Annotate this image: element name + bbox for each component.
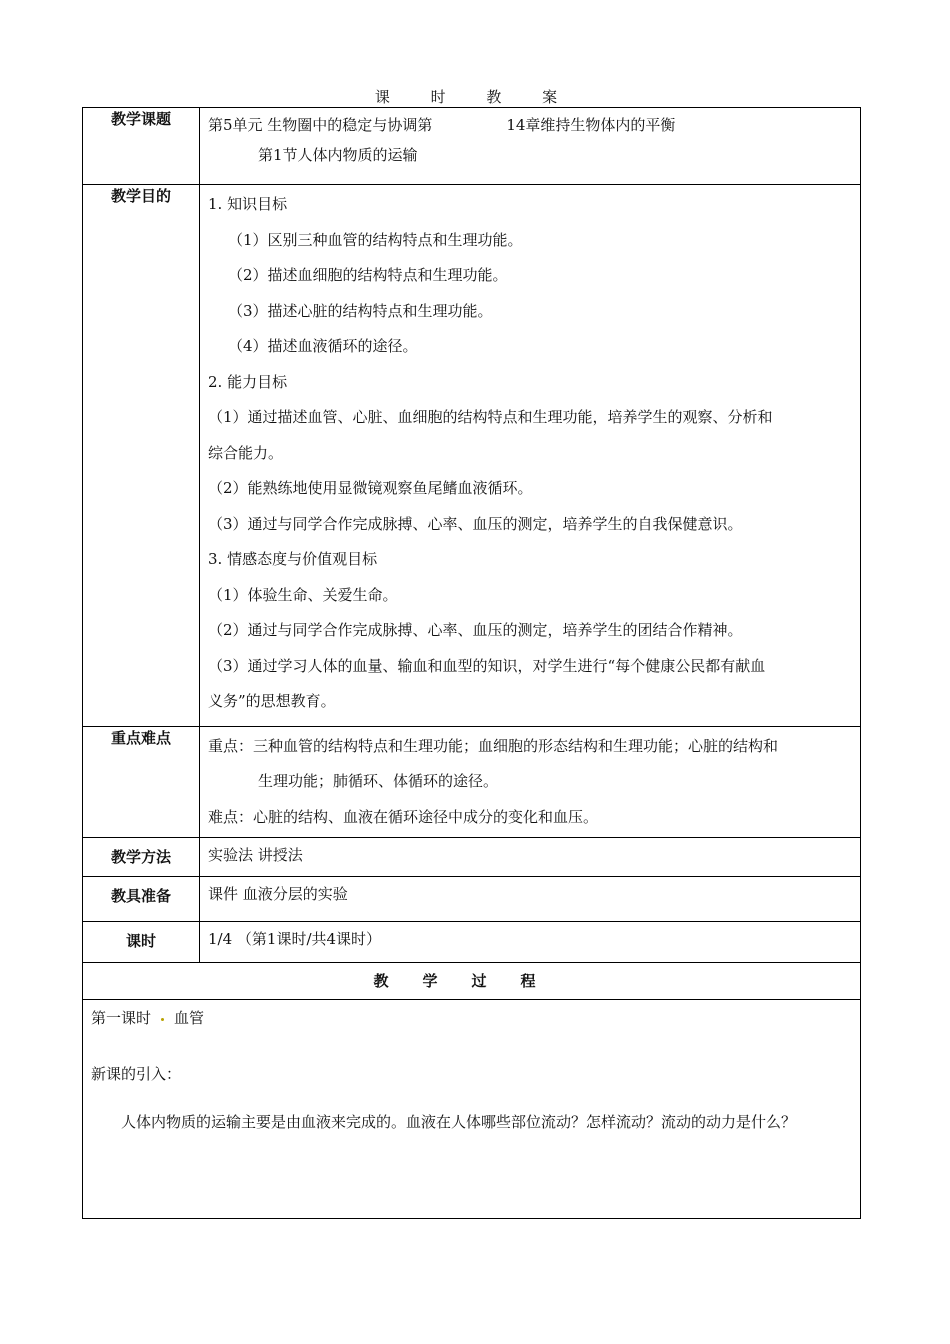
objective-heading-attitude: 3. 情感态度与价值观目标 bbox=[208, 550, 378, 568]
process-topic: 血管 bbox=[174, 1009, 205, 1027]
document-title: 课 时 教 案 bbox=[374, 88, 576, 106]
objective-heading-ability: 2. 能力目标 bbox=[208, 372, 288, 391]
materials-value: 课件 血液分层的实验 bbox=[208, 885, 348, 903]
topic-row bbox=[83, 108, 861, 185]
keypoints-cell bbox=[200, 726, 861, 838]
keypoints-row bbox=[83, 726, 861, 838]
objective-item: （4）描述血液循环的途径。 bbox=[228, 337, 418, 355]
keypoints-label: 重点难点 bbox=[83, 726, 200, 838]
method-value: 实验法 讲授法 bbox=[208, 846, 303, 864]
objectives-cell bbox=[200, 185, 861, 727]
objective-item: （2）能熟练地使用显微镜观察鱼尾鳍血液循环。 bbox=[208, 479, 533, 497]
materials-row bbox=[83, 877, 861, 922]
process-body bbox=[83, 1000, 861, 1219]
bullet-dot-icon bbox=[161, 1018, 164, 1021]
intro-paragraph: 人体内物质的运输主要是由血液来完成的。血液在人体哪些部位流动？怎样流动？流动的动力是什么？ bbox=[121, 1113, 797, 1131]
process-heading: 教学过程 bbox=[83, 963, 861, 1000]
hours-row bbox=[83, 922, 861, 963]
objective-item: （3）描述心脏的结构特点和生理功能。 bbox=[228, 301, 493, 320]
objective-heading-knowledge: 1. 知识目标 bbox=[208, 195, 288, 213]
method-row bbox=[83, 838, 861, 877]
topic-section: 第1节人体内物质的运输 bbox=[258, 146, 418, 164]
keypoint-focus-cont: 生理功能；肺循环、体循环的途径。 bbox=[258, 772, 499, 790]
materials-cell bbox=[200, 877, 861, 922]
hours-cell bbox=[200, 922, 861, 963]
hours-value: 1/4 （第1课时/共4课时） bbox=[208, 930, 382, 948]
objectives-row bbox=[83, 185, 861, 727]
process-heading-row bbox=[83, 963, 861, 1000]
topic-chapter: 14章维持生物体内的平衡 bbox=[506, 116, 676, 134]
method-cell bbox=[200, 838, 861, 877]
method-label: 教学方法 bbox=[83, 838, 200, 877]
objective-item: （3）通过学习人体的血量、输血和血型的知识，对学生进行“每个健康公民都有献血 bbox=[208, 656, 766, 675]
objective-item-cont: 综合能力。 bbox=[208, 443, 284, 462]
objective-item: （2）通过与同学合作完成脉搏、心率、血压的测定，培养学生的团结合作精神。 bbox=[208, 621, 743, 639]
topic-cell bbox=[200, 108, 861, 185]
lesson-plan-table bbox=[82, 107, 861, 1219]
objective-item: （3）通过与同学合作完成脉搏、心率、血压的测定，培养学生的自我保健意识。 bbox=[208, 514, 743, 533]
topic-unit: 第5单元 生物圈中的稳定与协调第 bbox=[208, 116, 433, 134]
objective-item-cont: 义务”的思想教育。 bbox=[208, 692, 336, 710]
objective-item: （1）体验生命、关爱生命。 bbox=[208, 585, 398, 604]
objective-item: （2）描述血细胞的结构特点和生理功能。 bbox=[228, 266, 508, 284]
keypoint-focus: 重点：三种血管的结构特点和生理功能；血细胞的形态结构和生理功能；心脏的结构和 bbox=[208, 736, 779, 755]
hours-label: 课时 bbox=[83, 922, 200, 963]
materials-label: 教具准备 bbox=[83, 877, 200, 922]
keypoint-difficulty: 难点：心脏的结构、血液在循环途径中成分的变化和血压。 bbox=[208, 807, 599, 826]
objective-item: （1）通过描述血管、心脏、血细胞的结构特点和生理功能，培养学生的观察、分析和 bbox=[208, 408, 773, 426]
objective-item: （1）区别三种血管的结构特点和生理功能。 bbox=[228, 230, 523, 249]
objectives-label: 教学目的 bbox=[83, 185, 200, 727]
topic-label: 教学课题 bbox=[83, 108, 200, 185]
intro-label: 新课的引入： bbox=[91, 1065, 182, 1083]
process-lesson-label: 第一课时 bbox=[91, 1009, 152, 1027]
process-body-row bbox=[83, 1000, 861, 1219]
